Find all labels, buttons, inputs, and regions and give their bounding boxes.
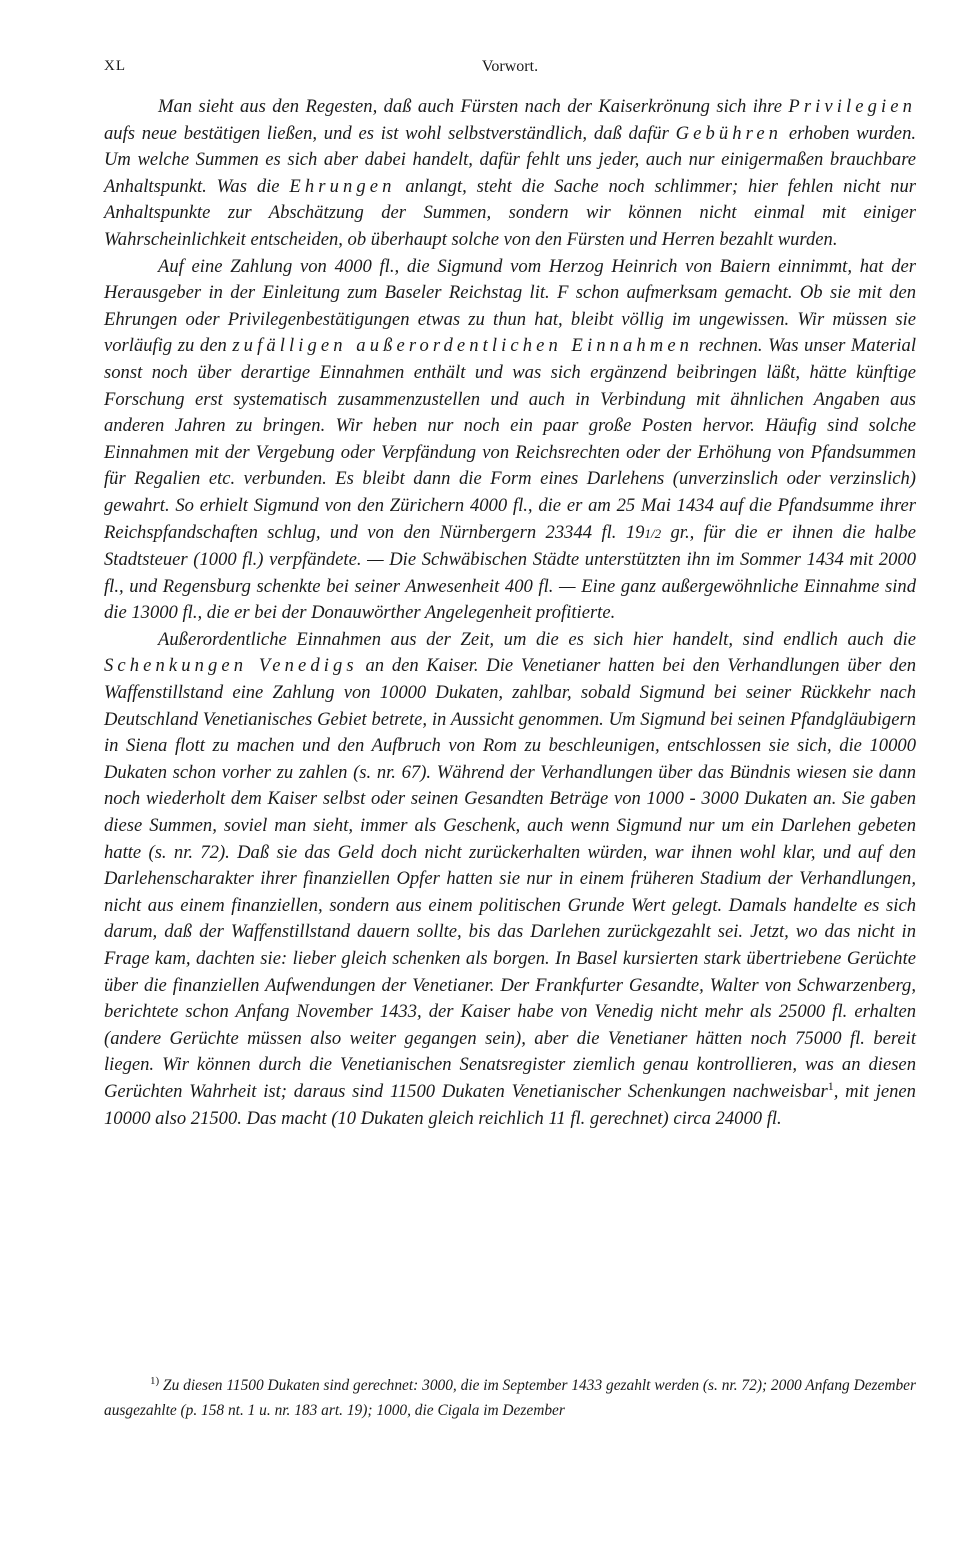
text-run: aufs neue bestätigen ließen, und es ist wohl selbstverständlich, daß dafür (104, 122, 669, 144)
footnote-reference[interactable]: 1 (827, 1078, 834, 1093)
text-run: erhoben wurden. Um welche Summen es sich aber dabei handelt, dafür fehlt uns jeder, auch nur einigermaßen brauchbare Anhaltspunkt. Was die (104, 122, 917, 197)
paragraph-2 (104, 254, 916, 627)
spaced-emphasis: Privilegien (788, 96, 917, 117)
spaced-emphasis: Schenkungen Venedigs (104, 655, 358, 677)
text-run: , mit jenen 10000 also 21500. Das macht (10 Dukaten gleich reichlich 11 fl. gerechnet) circa 24000 fl. (104, 1080, 916, 1129)
running-title: Vorwort. (481, 58, 539, 75)
text-run: gr., für die er ihnen die halbe Stadtsteuer (1000 fl.) verpfändete. — Die Schwäbischen Städte unterstützten ihn im Sommer 1434 mit 2000 fl., und Regensburg schenkte bei seiner Anwesenheit 400 fl. — Eine ganz außergewöhnliche Einnahme sind die 13000 fl., die er bei der Donauwörther Angelegenheit profitierte. (104, 521, 916, 624)
footnote-marker: 1) (150, 1374, 160, 1387)
page-header (104, 58, 916, 82)
text-run: Man sieht aus den Regesten, daß auch Fürsten nach der Kaiserkrönung sich ihre (158, 96, 782, 117)
fraction: 1/2 (644, 525, 662, 541)
footnote-text: Zu diesen 11500 Dukaten sind gerechnet: 3000, die im September 1433 gezahlt werden (s. nr. 72); 2000 Anfang Dezember ausgezahlte (p. 158 nt. 1 u. nr. 183 art. 19); 1000, die Cigala im Dezember (104, 1377, 917, 1419)
body-text (104, 94, 916, 1132)
spaced-emphasis: Ehrungen (289, 175, 396, 197)
footnote-1 (104, 1373, 916, 1423)
text-run: Außerordentliche Einnahmen aus der Zeit, um die es sich hier handelt, sind endlich auch die (158, 628, 916, 650)
footnote (104, 1373, 916, 1423)
spaced-emphasis: Gebühren (675, 122, 783, 144)
text-run: Auf eine Zahlung von 4000 fl., die Sigmund vom Herzog Heinrich von Baiern einnimmt, hat der Herausgeber in der Einleitung zum Baseler Reichstag lit. F schon aufmerksam gemacht. Ob sie mit den Ehrungen oder Privilegenbestätigungen etwas zu thun hat, bleibt völlig im ungewissen. Wir müssen sie vorläufig zu den (104, 255, 916, 357)
text-run: rechnen. Was unser Material sonst noch über derartige Einnahmen enthält und was sich ergänzend beibringen läßt, hätte künftige Forschung erst systematisch zusammenzustellen und auch in Verbindung mit ähnlichen Angaben aus anderen Jahren zu bringen. Wir heben nur noch ein paar große Posten hervor. Häufig sind solche Einnahmen mit der Vergebung oder Verpfändung von Reichsrechten oder der Erhöhung von Pfandsummen für Regalien etc. verbunden. Es bleibt dann die Form eines Darlehens (unverzinslich oder verzinslich) gewahrt. So erhielt Sigmund von den Zürichern 4000 fl., die er am 25 Mai 1434 auf die Pfandsumme ihrer Reichspfandschaften schlug, und von den Nürnbergern 23344 fl. 19 (104, 335, 917, 543)
paragraph-3 (104, 627, 916, 1132)
page-number: XL (104, 58, 126, 74)
spaced-emphasis: zufälligen außerordentlichen Einnahmen (232, 335, 694, 357)
text-run: anlangt, steht die Sache noch schlimmer; hier fehlen nicht nur Anhaltspunkte zur Abschätzung der Summen, sondern wir können nicht einmal mit einiger Wahrscheinlichkeit entscheiden, ob überhaupt solche von den Fürsten und Herren bezahlt wurden. (104, 175, 917, 250)
text-run: an den Kaiser. Die Venetianer hatten bei den Verhandlungen über den Waffenstillstand eine Zahlung von 10000 Dukaten, zahlbar, sobald Sigmund bei seiner Rückkehr nach Deutschland Venetianisches Gebiet betrete, in Aussicht genommen. Um Sigmund bei seinen Pfandgläubigern in Siena flott zu machen und den Aufbruch von Rom zu beschleunigen, entschlossen sie sich, die 10000 Dukaten schon vorher zu zahlen (s. nr. 67). Während der Verhandlungen über das Bündnis wiesen sie dann noch wiederholt dem Kaiser selbst oder seinen Gesandten Beträge von 1000 - 3000 Dukaten an. Sie gaben diese Summen, soviel man sieht, immer als Geschenk, auch wenn Sigmund nur um ein Darlehen gebeten hatte (s. nr. 72). Daß sie das Geld doch nicht zurückerhalten würden, war ihnen wohl klar, und auf den Darlehenscharakter ihrer finanziellen Opfer hatten sie nur in einem früheren Stadium der Verhandlungen, nicht aus einem finanziellen, sondern aus einem politischen Grunde Wert gelegt. Damals handelte es sich darum, daß der Waffenstillstand dauern sollte, bis das Darlehen zurückgezahlt sei. Jetzt, wo das nicht in Frage kam, dachten sie: lieber gleich schenken als borgen. In Basel kursierten stark übertriebene Gerüchte über die finanziellen Aufwendungen der Venetianer. Der Frankfurter Gesandte, Walter von Schwarzenberg, berichtete schon Anfang November 1433, der Kaiser habe von Venedig nicht mehr als 25000 fl. erhalten (andere Gerüchte müssen also weiter gegangen sein), aber die Venetianer hätten noch 75000 fl. bereit liegen. Wir können durch die Venetianischen Senatsregister ziemlich genau kontrollieren, was an diesen Gerüchten Wahrheit ist; daraus sind 11500 Dukaten Venetianischer Schenkungen nachweisbar (104, 655, 916, 1102)
paragraph-1 (104, 94, 916, 254)
